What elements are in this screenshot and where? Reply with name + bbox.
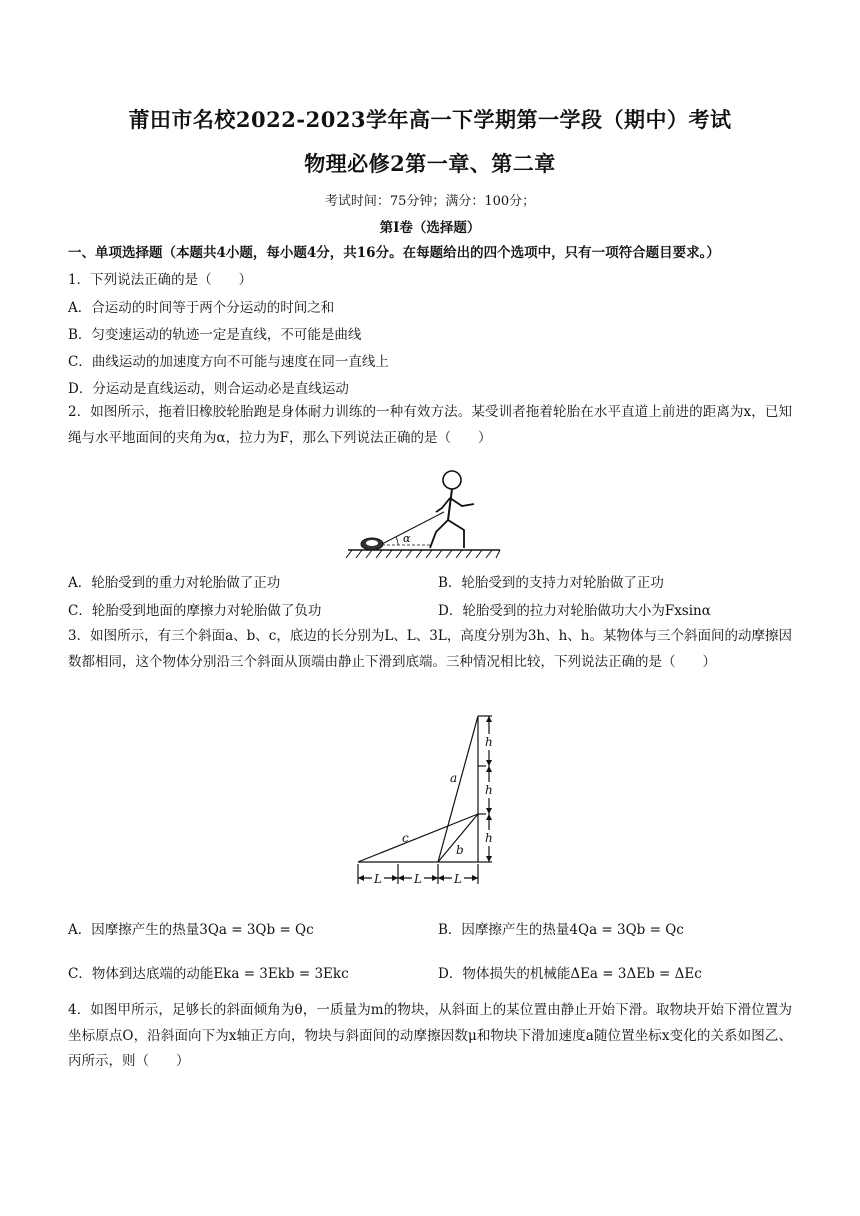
q2-option-a: A．轮胎受到的重力对轮胎做了正功 [68,575,281,591]
q1-option-c: C．曲线运动的加速度方向不可能与速度在同一直线上 [68,354,389,370]
q3-option-a: A．因摩擦产生的热量3Qa = 3Qb = Qc [68,922,314,938]
q3-slopes-figure [350,712,510,890]
q2-stem: 2．如图所示，拖着旧橡胶轮胎跑是身体耐力训练的一种有效方法。某受训者拖着轮胎在水平直道上前进的距离为x，已知绳与水平地面间的夹角为α，拉力为F，那么下列说法正确的是（ ） [68,404,792,446]
q2-option-b: B．轮胎受到的支持力对轮胎做了正功 [438,575,664,591]
q4-stem: 4．如图甲所示，足够长的斜面倾角为θ，一质量为m的物块，从斜面上的某位置由静止开始下滑。取物块开始下滑位置为坐标原点O，沿斜面向下为x轴正方向，物块与斜面间的动摩擦因数μ和物块下滑加速度a随位置坐标x变化的关系如图乙、丙所示，则（ ） [68,1002,792,1069]
q3-option-b: B．因摩擦产生的热量4Qa = 3Qb = Qc [438,922,684,938]
q3-L-label-2: L [414,872,422,886]
q2-alpha-label: α [403,532,411,545]
exam-title: 莆田市名校2022-2023学年高一下学期第一学段（期中）考试 [128,107,732,132]
q3-slope-a-label: a [450,771,458,785]
q3-h-label-2: h [485,783,493,797]
exam-info: 考试时间：75分钟；满分：100分； [324,194,536,209]
q3-h-label-3: h [485,831,493,845]
q1-option-a: A．合运动的时间等于两个分运动的时间之和 [68,300,335,316]
q3-L-label-1: L [374,872,382,886]
volume-heading: 第Ⅰ卷（选择题） [379,220,481,236]
q3-slope-b-label: b [456,843,464,857]
exam-subtitle: 物理必修2第一章、第二章 [304,151,556,176]
q3-slope-c-label: c [402,831,409,845]
q3-h-label-1: h [485,735,493,749]
q1-option-b: B．匀变速运动的轨迹一定是直线，不可能是曲线 [68,327,362,343]
q3-option-c: C．物体到达底端的动能Eka = 3Ekb = 3Ekc [68,966,349,982]
q3-stem: 3．如图所示，有三个斜面a、b、c，底边的长分别为L、L、3L，高度分别为3h、h、h。某物体与三个斜面间的动摩擦因数都相同，这个物体分别沿三个斜面从顶端由静止下滑到底端。三种情况相比较，下列说法正确的是（ ） [68,628,792,670]
section-heading: 一、单项选择题（本题共4小题，每小题4分，共16分。在每题给出的四个选项中，只有一项符合题目要求。） [68,245,720,261]
q2-tire-runner-figure [340,466,510,562]
q3-L-label-3: L [454,872,462,886]
q2-option-d: D．轮胎受到的拉力对轮胎做功大小为Fxsinα [438,603,711,619]
q2-option-c: C．轮胎受到地面的摩擦力对轮胎做了负功 [68,603,322,619]
q1-stem: 1．下列说法正确的是（ ） [68,272,253,288]
q3-option-d: D．物体损失的机械能ΔEa = 3ΔEb = ΔEc [438,966,702,982]
q1-option-d: D．分运动是直线运动，则合运动必是直线运动 [68,381,349,397]
